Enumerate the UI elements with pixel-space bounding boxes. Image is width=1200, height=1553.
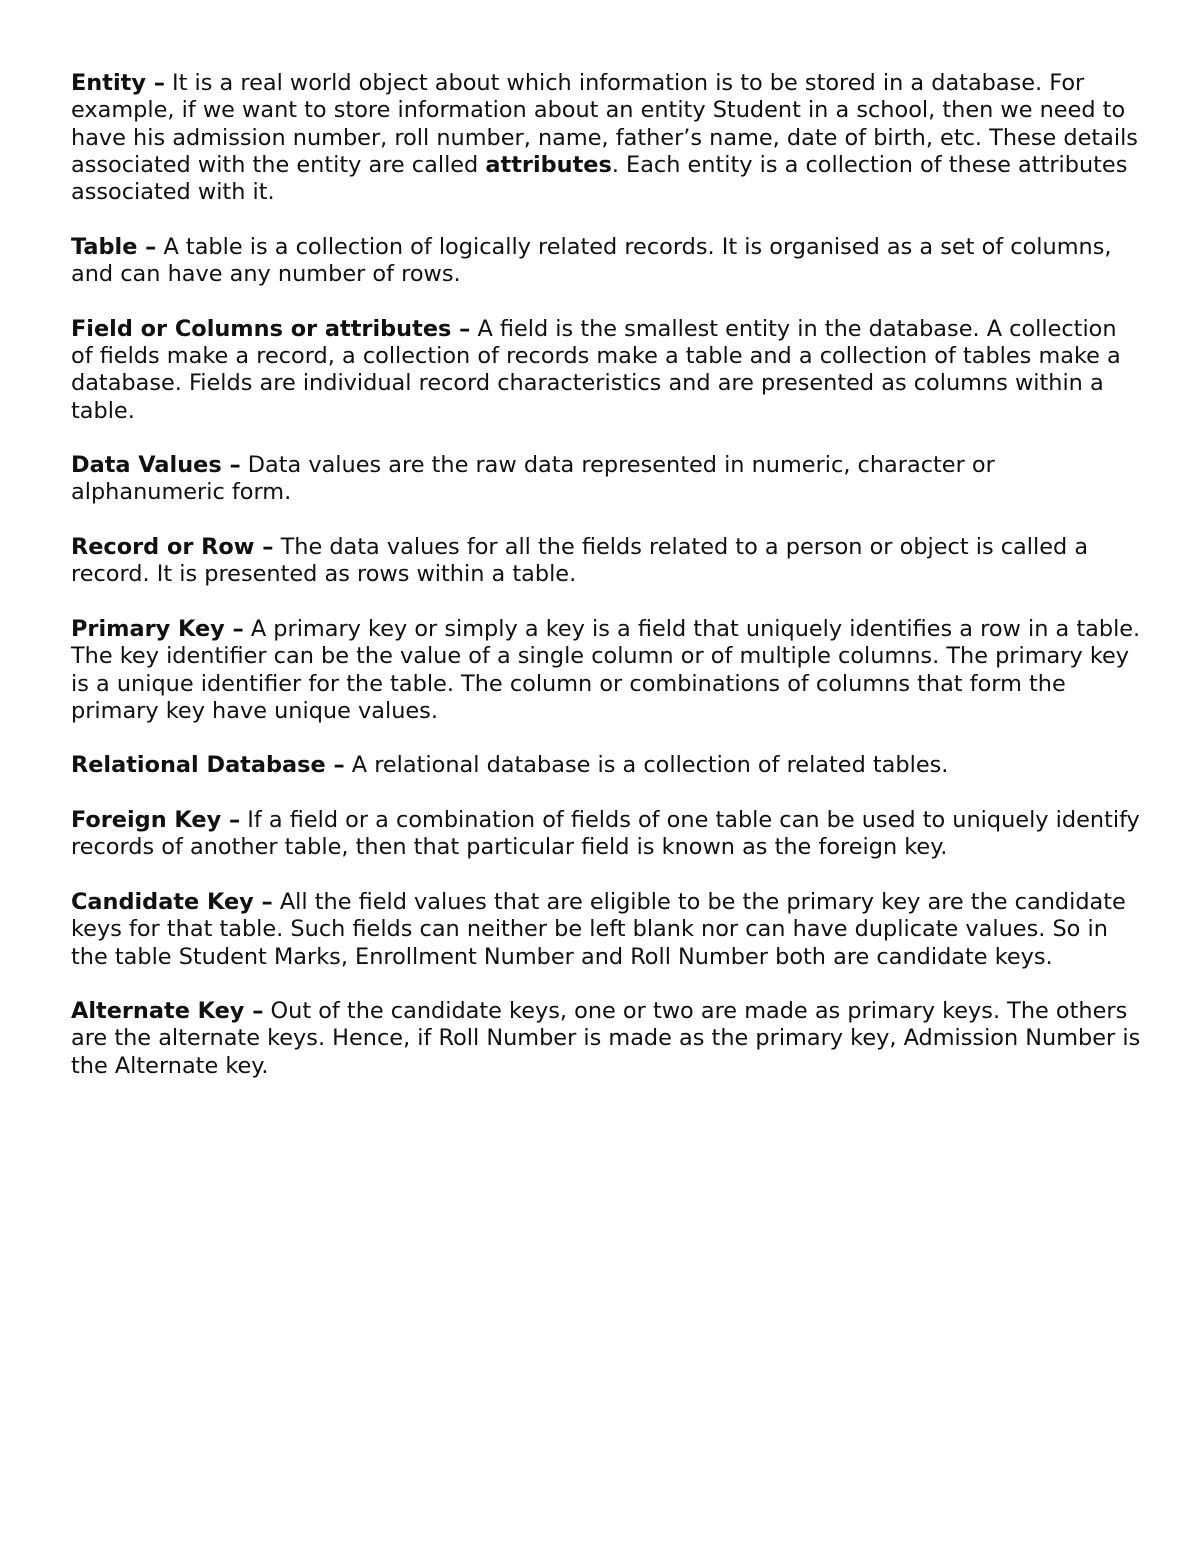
definition-term: Data Values –	[71, 452, 241, 479]
definition-text: A table is a collection of logically related records. It is organised as a set of columns, and can have any number of rows.	[71, 233, 1112, 288]
definition-term: Entity –	[71, 70, 165, 96]
definition-text: A relational database is a collection of related tables.	[344, 752, 949, 779]
definition-text: It is a real world object about which information is to be stored in a database. For example, if we want to store information about an entity Student in a school, then we need to have his admission number, roll number, name, father’s name, date of birth, etc. These details associated with the entity are called	[71, 70, 1138, 178]
definition-term: Alternate Key –	[71, 998, 264, 1025]
definition-text: A primary key or simply a key is a field that uniquely identifies a row in a table. The key identifier can be the value of a single column or of multiple columns. The primary key is a unique identifier for the table. The column or combinations of columns that form the primary key have unique values.	[71, 615, 1141, 724]
definition-term: Field or Columns or attributes –	[71, 315, 471, 342]
definition-text: All the field values that are eligible to be the primary key are the candidate keys for that table. Such fields can neither be left blank nor can have duplicate values. So in the table Student Marks, Enrollment Number and Roll Number both are candidate keys.	[71, 888, 1126, 970]
definition-table	[71, 234, 1141, 289]
definition-text: . Each entity is a collection of these attributes associated with it.	[71, 151, 1128, 206]
definition-term: Record or Row –	[71, 534, 274, 561]
definition-text: Out of the candidate keys, one or two are made as primary keys. The others are the alternate keys. Hence, if Roll Number is made as the primary key, Admission Number is the Alternate key.	[71, 998, 1141, 1079]
definition-bold-inline: attributes	[485, 151, 612, 178]
definition-term: Primary Key –	[71, 615, 244, 642]
definition-candidate-key	[71, 889, 1141, 971]
definition-text: The data values for all the fields related to a person or object is called a record. It is presented as rows within a table.	[71, 534, 1089, 588]
definition-alternate-key	[71, 998, 1141, 1080]
definition-data-values	[71, 452, 1141, 507]
definition-primary-key	[71, 616, 1141, 725]
definition-term: Table –	[71, 233, 157, 260]
definition-text: Data values are the raw data represented in numeric, character or alphanumeric form.	[71, 452, 995, 506]
definition-relational-database	[71, 752, 1141, 779]
definition-record	[71, 534, 1141, 589]
definition-term: Relational Database –	[71, 752, 345, 779]
definition-term: Candidate Key –	[71, 888, 273, 915]
definition-foreign-key	[71, 807, 1141, 862]
definition-entity	[71, 70, 1141, 206]
definition-term: Foreign Key –	[71, 807, 241, 834]
definition-text: A field is the smallest entity in the database. A collection of fields make a record, a collection of records make a table and a collection of tables make a database. Fields are individual record characteristics and are presented as columns within a table.	[71, 315, 1121, 424]
definition-text: If a field or a combination of fields of one table can be used to uniquely identify records of another table, then that particular field is known as the foreign key.	[71, 807, 1140, 861]
definition-field	[71, 316, 1141, 425]
document-page	[71, 70, 1141, 1107]
